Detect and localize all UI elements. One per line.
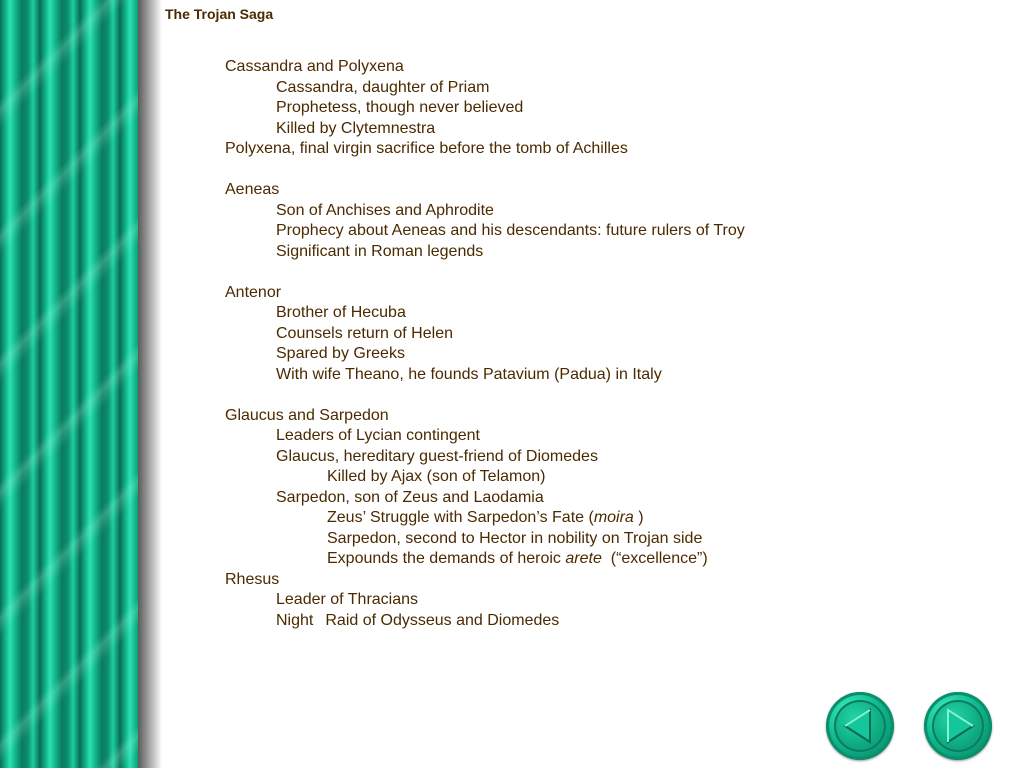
emphasis-arete: arete — [565, 550, 602, 567]
text-run: ) — [633, 509, 644, 526]
sub-bullet-item — [225, 549, 745, 570]
text-run: Zeus’ Struggle with Sarpedon’s Fate ( — [327, 509, 594, 526]
text-run: Night — [276, 611, 314, 629]
bullet-item: Killed by Clytemnestra — [276, 119, 436, 137]
bullet-item: Prophecy about Aeneas and his descendants: future rulers of Troy — [276, 222, 745, 239]
triangle-right-icon — [924, 692, 992, 760]
triangle-left-icon — [826, 692, 894, 760]
sub-bullet-item: Sarpedon, second to Hector in nobility on Trojan side — [327, 529, 703, 547]
bullet-item: Spared by Greeks — [276, 345, 405, 362]
bullet-item: Son of Anchises and Aphrodite — [276, 201, 494, 219]
next-slide-button[interactable] — [924, 692, 992, 760]
previous-slide-button[interactable] — [826, 692, 894, 760]
spacer — [225, 262, 745, 283]
bullet-item: Counsels return of Helen — [276, 324, 453, 342]
sub-bullet-item: Killed by Ajax (son of Telamon) — [327, 468, 546, 485]
bullet-item: Significant in Roman legends — [276, 242, 484, 260]
spacer — [225, 160, 745, 181]
section-title-rhesus: Rhesus — [225, 570, 280, 588]
text-run: Raid of Odysseus and Diomedes — [325, 611, 560, 629]
bullet-item: Leaders of Lycian contingent — [276, 427, 480, 444]
section-title-aeneas: Aeneas — [225, 181, 280, 198]
text-run: (“excellence”) — [601, 550, 708, 567]
bullet-item: Prophetess, though never believed — [276, 99, 524, 116]
page-title: The Trojan Saga — [165, 6, 274, 22]
bullet-item: Cassandra, daughter of Priam — [276, 78, 490, 96]
bullet-item: With wife Theano, he founds Patavium (Padua) in Italy — [276, 365, 662, 383]
sidebar-shadow — [138, 0, 162, 768]
decorative-sidebar — [0, 0, 138, 768]
bullet-item: Glaucus, hereditary guest-friend of Diomedes — [276, 447, 598, 465]
text-run: Expounds the demands of heroic — [327, 550, 566, 567]
section-title-glaucus: Glaucus and Sarpedon — [225, 406, 389, 424]
section-title-antenor: Antenor — [225, 283, 282, 301]
bullet-item: Polyxena, final virgin sacrifice before the tomb of Achilles — [225, 140, 628, 157]
bullet-item: Sarpedon, son of Zeus and Laodamia — [276, 488, 544, 506]
emphasis-moira: moira — [593, 509, 634, 526]
bullet-item — [225, 611, 745, 632]
slide-body — [225, 57, 745, 631]
bullet-item: Leader of Thracians — [276, 591, 419, 608]
section-title-cassandra: Cassandra and Polyxena — [225, 58, 404, 75]
sub-bullet-item — [225, 508, 745, 529]
bullet-item: Brother of Hecuba — [276, 304, 406, 321]
spacer — [225, 385, 745, 406]
